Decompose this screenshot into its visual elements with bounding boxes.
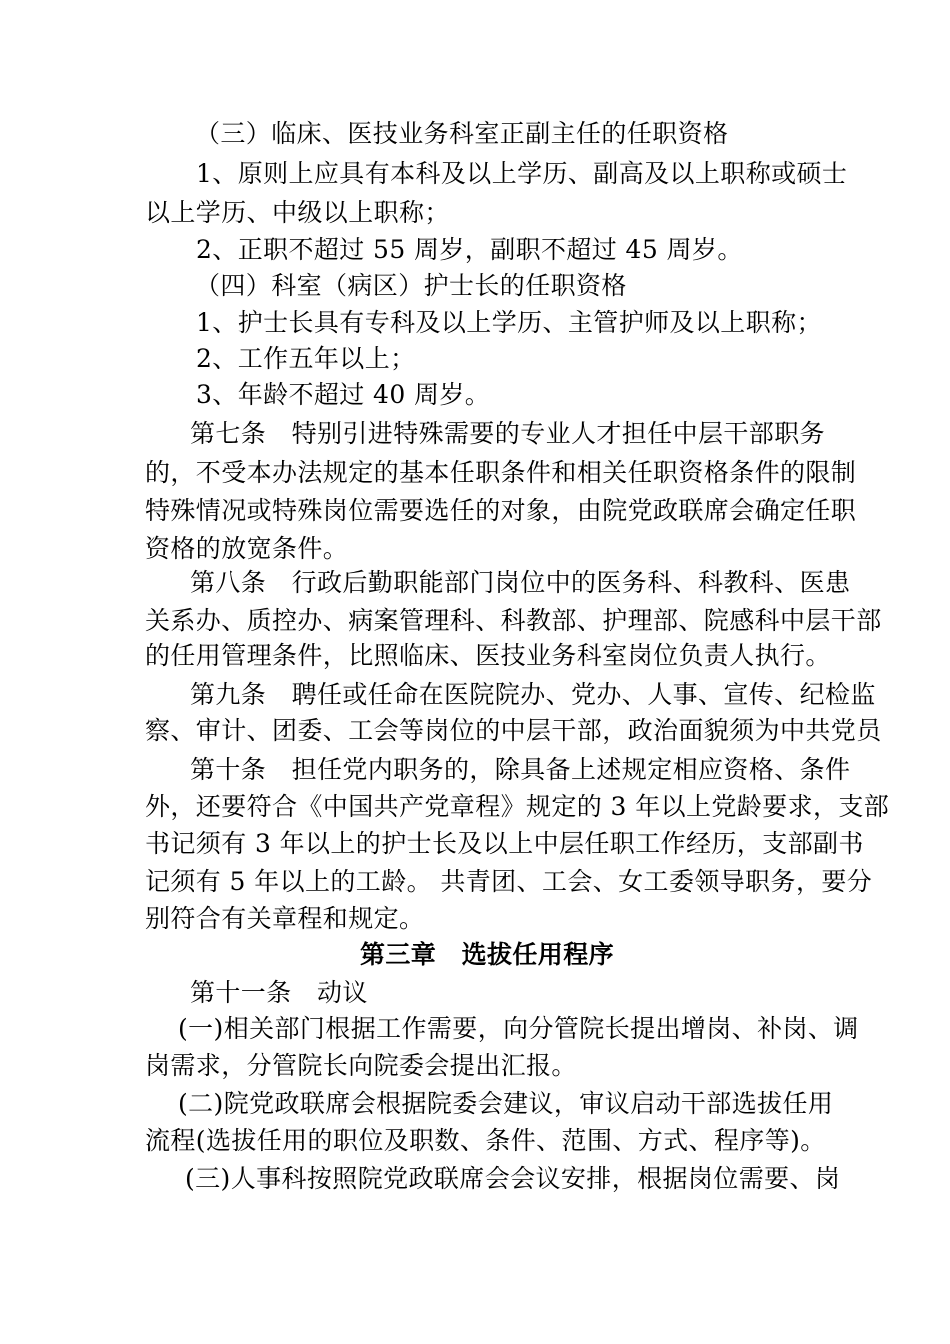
text-line: 3、年龄不超过 40 周岁。 — [196, 380, 491, 409]
article-heading-line: 第十一条 动议 — [190, 978, 368, 1007]
text-line: 2、工作五年以上； — [196, 344, 416, 373]
text-line: 察、审计、团委、工会等岗位的中层干部，政治面貌须为中共党员 — [145, 716, 882, 745]
text-line: 的，不受本办法规定的基本任职条件和相关任职资格条件的限制 — [145, 458, 857, 487]
text-line: (一)相关部门根据工作需要，向分管院长提出增岗、补岗、调 — [178, 1014, 859, 1043]
text-line: 1、原则上应具有本科及以上学历、副高及以上职称或硕士 — [196, 159, 848, 188]
article-heading-line: 第七条 特别引进特殊需要的专业人才担任中层干部职务 — [190, 419, 826, 448]
text-line: 记须有 5 年以上的工龄。 共青团、工会、女工委领导职务，要分 — [145, 867, 873, 896]
text-line: (二)院党政联席会根据院委会建议，审议启动干部选拔任用 — [178, 1089, 834, 1118]
text-line: 关系办、质控办、病案管理科、科教部、护理部、院感科中层干部 — [145, 606, 882, 635]
text-line: 流程(选拔任用的职位及职数、条件、范围、方式、程序等)。 — [145, 1126, 826, 1155]
text-line: 1、护士长具有专科及以上学历、主管护师及以上职称； — [196, 308, 822, 337]
article-heading-line: 第八条 行政后勤职能部门岗位中的医务科、科教科、医患 — [190, 568, 851, 597]
text-line: 岗需求，分管院长向院委会提出汇报。 — [145, 1051, 577, 1080]
text-line: 书记须有 3 年以上的护士长及以上中层任职工作经历，支部副书 — [145, 829, 864, 858]
text-line: 的任用管理条件，比照临床、医技业务科室岗位负责人执行。 — [145, 641, 831, 670]
text-line: 资格的放宽条件。 — [145, 534, 349, 563]
text-line: (三)人事科按照院党政联席会会议安排，根据岗位需要、岗 — [185, 1164, 841, 1193]
text-line: （三）临床、医技业务科室正副主任的任职资格 — [195, 119, 729, 148]
chapter-title: 第三章 选拔任用程序 — [360, 940, 615, 969]
text-line: 特殊情况或特殊岗位需要选任的对象，由院党政联席会确定任职 — [145, 496, 857, 525]
text-line: 2、正职不超过 55 周岁，副职不超过 45 周岁。 — [196, 235, 743, 264]
article-heading-line: 第九条 聘任或任命在医院院办、党办、人事、宣传、纪检监 — [190, 680, 876, 709]
article-heading-line: 第十条 担任党内职务的，除具备上述规定相应资格、条件 — [190, 755, 851, 784]
text-line: 别符合有关章程和规定。 — [145, 904, 425, 933]
text-line: 以上学历、中级以上职称； — [145, 198, 450, 227]
text-line: （四）科室（病区）护士长的任职资格 — [195, 271, 627, 300]
text-line: 外，还要符合《中国共产党章程》规定的 3 年以上党龄要求，支部 — [145, 792, 890, 821]
